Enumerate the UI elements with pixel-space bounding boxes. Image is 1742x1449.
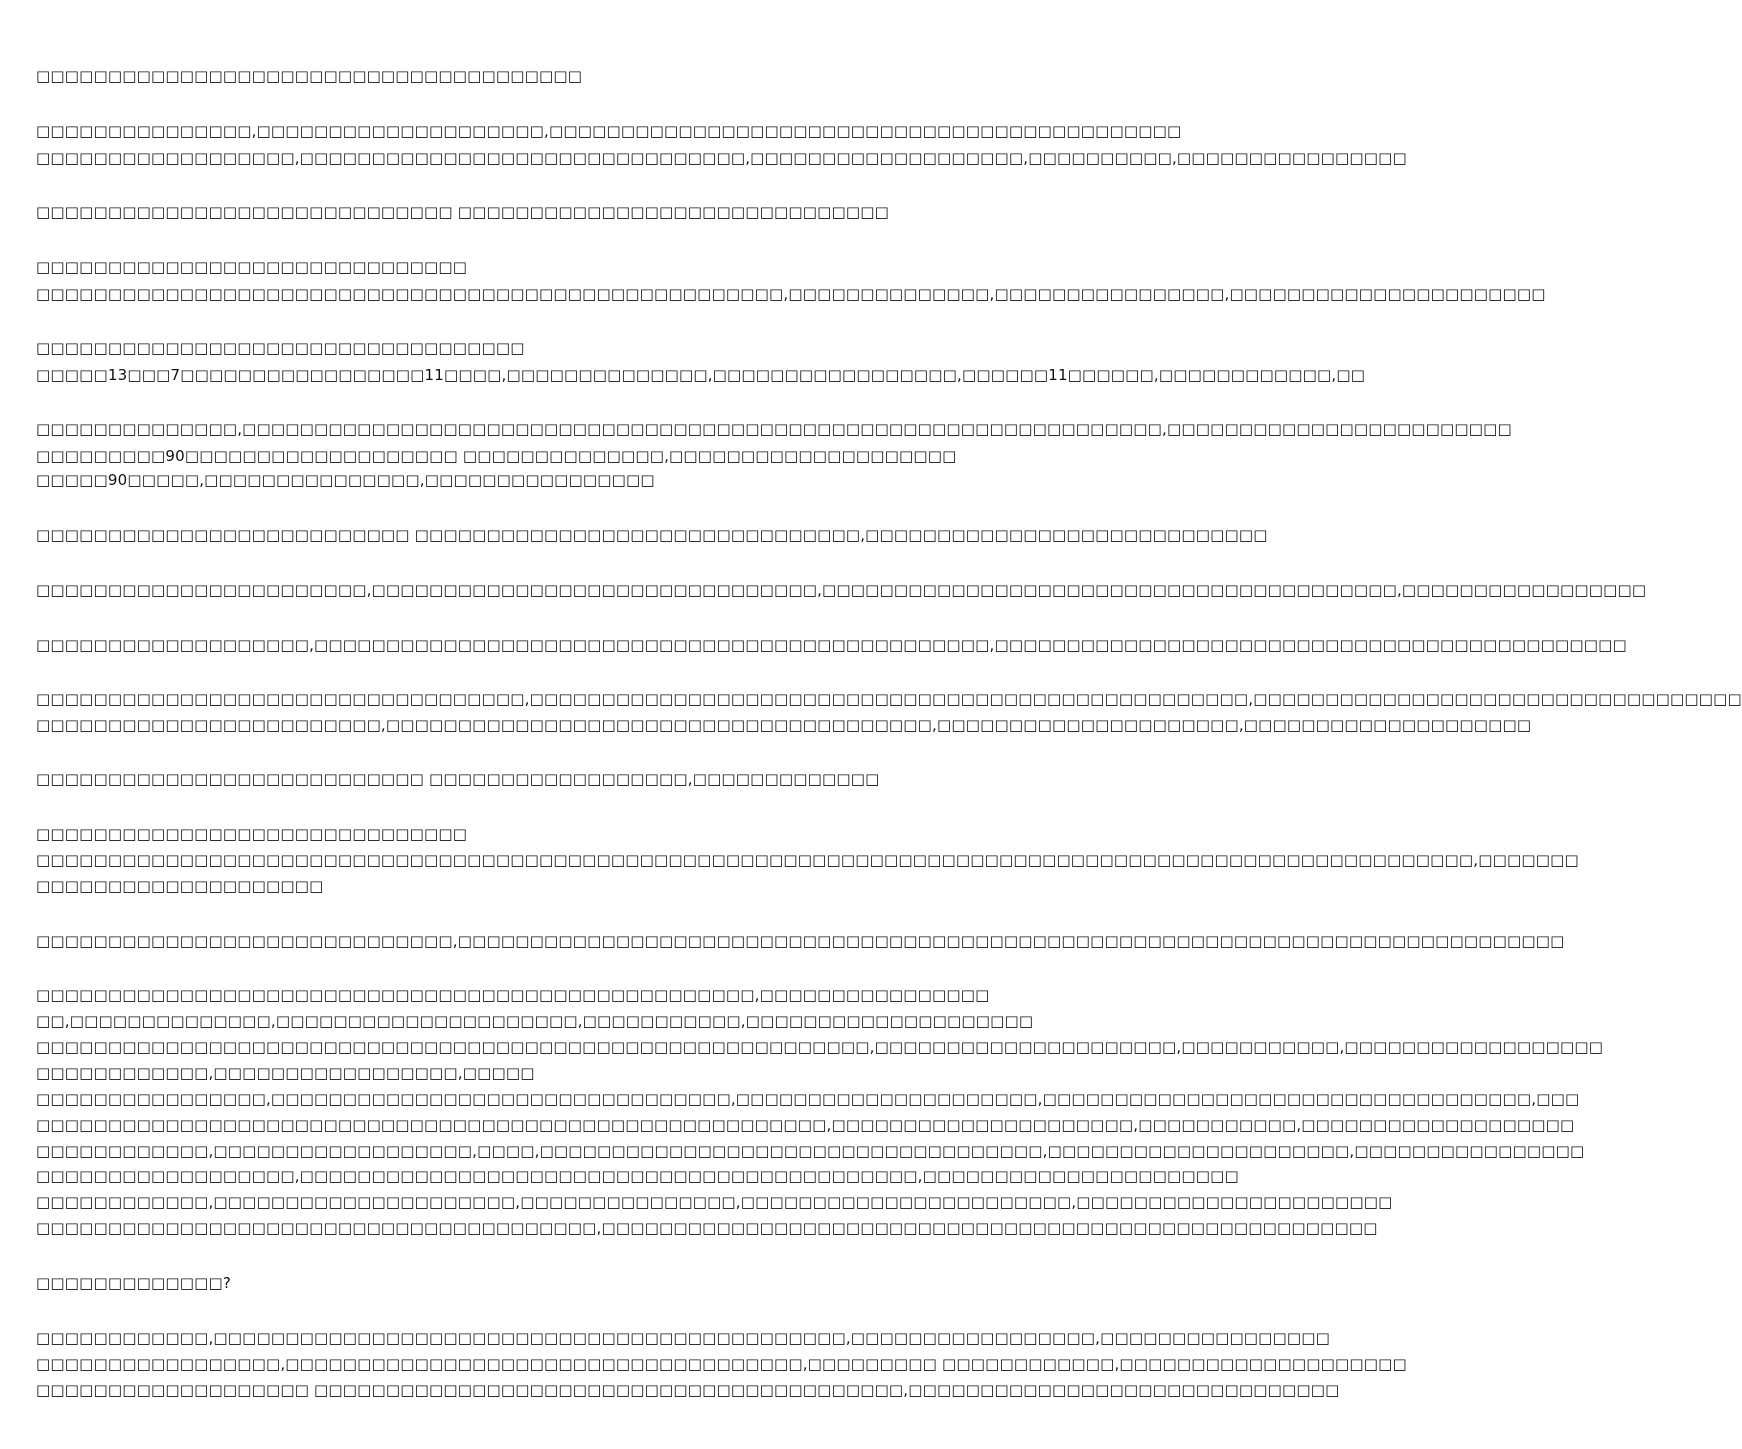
- paragraph-line: □□□□□□□□□□□□□□□□□□□□□□□□□□ □□□□□□□□□□□□□□□□□□□□□□□□□□□□□□□,□□□□□□□□□□□□□□□□□□□□□□□□□□□□: [36, 526, 1268, 544]
- paragraph-line: □□□□□□□□□□□□□□□□□□□□□□□□,□□□□□□□□□□□□□□□□□□□□□□□□□□□□□□□□□□□□□□,□□□□□□□□□□□□□□□□□□□□□,□□□□□□□□□□□□□□□□□□□□: [36, 716, 1532, 734]
- paragraph-line: □□,□□□□□□□□□□□□□□,□□□□□□□□□□□□□□□□□□□□□,□□□□□□□□□□□,□□□□□□□□□□□□□□□□□□□□: [36, 1012, 1034, 1030]
- paragraph-line: □□□□□□□□□□□□□□□□□,□□□□□□□□□□□□□□□□□□□□□□□□□□□□□□□□□□□□,□□□□□□□□□ □□□□□□□□□□□□,□□□□□□□□□□□□□□□□□□□□: [36, 1355, 1407, 1373]
- paragraph-line: □□□□□□□□□□□□□□□□□□□□□□□□□□□□□□□□□□□□□□□,□□□□□□□□□□□□□□□□□□□□□□□□□□□□□□□□□□□□□□□□□□□□□□□□□□□□□□: [36, 1219, 1378, 1237]
- paragraph-line: □□□□□□□□□□□□□□□□□□□□□□□□□□□ □□□□□□□□□□□□□□□□□□,□□□□□□□□□□□□□: [36, 770, 880, 788]
- paragraph-line: □□□□□□□□□□□□□□□□□□□,□□□□□□□□□□□□□□□□□□□□□□□□□□□□□□□□□□□□□□□□□□□□□□□,□□□□□□□□□□□□□□□□□□□□□□□□□□□□□□□□□□□□□□□□□□□□: [36, 636, 1627, 654]
- paragraph-line: □□□□□□□□□□□□□□□□□□□ □□□□□□□□□□□□□□□□□□□□□□□□□□□□□□□□□□□□□□□□□,□□□□□□□□□□□□□□□□□□□□□□□□□□□□□□: [36, 1381, 1340, 1399]
- paragraph-line: □□□□□□□□□□□□□□□□□□,□□□□□□□□□□□□□□□□□□□□□□□□□□□□□□□,□□□□□□□□□□□□□□□□□□□,□□□□□□□□□□,□□□□□□□□□□□□□□□□: [36, 149, 1407, 167]
- paragraph-line: □□□□□□□□□□□□,□□□□□□□□□□□□□□□□□□□□□□□□□□□□□□□□□□□□□□□□□□□□,□□□□□□□□□□□□□□□□□,□□□□□□□□□□□□□□□□: [36, 1329, 1331, 1347]
- paragraph-line: □□□□□□□□□□□□□□□□□□,□□□□□□□□□□□□□□□□□□□□□□□□□□□□□□□□□□□□□□□□□□□,□□□□□□□□□□□□□□□□□□□□□□: [36, 1167, 1239, 1185]
- paragraph-line: □□□□□□□□□□□□□□□□□□□□□□□□□□□□□□□□□□□□□□□□□□□□□□□□□□□□□□□□□□,□□□□□□□□□□□□□□□□□□□□□,□□□□□□□□□□□,□□□□□□□□□□□□□□□□□□: [36, 1038, 1604, 1056]
- paragraph-line: □□□□□□□□□□□□,□□□□□□□□□□□□□□□□□,□□□□□: [36, 1064, 535, 1082]
- paragraph-line: □□□□□□□□□□□□□□□□□□□□□□□□□□□□□□□□□□: [36, 339, 525, 357]
- paragraph-line: □□□□□90□□□□□,□□□□□□□□□□□□□□□,□□□□□□□□□□□□□□□□: [36, 471, 655, 489]
- paragraph-line: □□□□□□□□□□□□□□□□□□□□□□□□□□□□□,□□□□□□□□□□□□□□□□□□□□□□□□□□□□□□□□□□□□□□□□□□□□□□□□□□□□□□□□□□□□□□□□□□□□□□□□□□□□□: [36, 932, 1565, 950]
- paragraph-line: □□□□□□□□□□□□□□□,□□□□□□□□□□□□□□□□□□□□,□□□□□□□□□□□□□□□□□□□□□□□□□□□□□□□□□□□□□□□□□□□□: [36, 122, 1182, 140]
- paragraph-line: □□□□□□□□□□□□□?: [36, 1274, 232, 1292]
- paragraph-line: □□□□□□□□□□□□□□□□,□□□□□□□□□□□□□□□□□□□□□□□□□□□□□□□□,□□□□□□□□□□□□□□□□□□□□□,□□□□□□□□□□□□□□□□□□□□□□□□□□□□□□□□□□,□□□: [36, 1090, 1580, 1108]
- paragraph-line: □□□□□□□□□90□□□□□□□□□□□□□□□□□□□ □□□□□□□□□□□□□□,□□□□□□□□□□□□□□□□□□□□: [36, 447, 957, 465]
- paragraph-line: □□□□□□□□□□□□□□□□□□□□□□□□□□□□□□: [36, 825, 468, 843]
- paragraph-line: □□□□□□□□□□□□□□□□□□□□□□□□□□□□□□□□□□□□□□□□□□□□□□□□□□□□,□□□□□□□□□□□□□□,□□□□□□□□□□□□□□□□,□□□□□□□□□□□□□□□□□□□□□□: [36, 285, 1546, 303]
- paragraph-line: □□□□□□□□□□□□□□□□□□□□□□□□□□□□□□□□□□□□□□□□□□□□□□□□□□□□□□□,□□□□□□□□□□□□□□□□□□□□□,□□□□□□□□□□□,□□□□□□□□□□□□□□□□□□□: [36, 1116, 1575, 1134]
- paragraph-line: □□□□□□□□□□□□□□□□□□□□□□□□□□□□□□□□□□□□□□□□□□□□□□□□□□,□□□□□□□□□□□□□□□□: [36, 986, 990, 1004]
- paragraph-line: □□□□□□□□□□□□,□□□□□□□□□□□□□□□□□□□□□,□□□□□□□□□□□□□□□,□□□□□□□□□□□□□□□□□□□□□□□,□□□□□□□□□□□□□□□□□□□□□□: [36, 1193, 1393, 1211]
- paragraph-line: □□□□□□□□□□□□□□□□□□□□: [36, 877, 324, 895]
- paragraph-line: □□□□□13□□□7□□□□□□□□□□□□□□□□□11□□□□,□□□□□□□□□□□□□□,□□□□□□□□□□□□□□□□□,□□□□□□11□□□□□□,□□□□□□□□□□□□,□□: [36, 366, 1366, 384]
- paragraph-line: □□□□□□□□□□□□□□□□□□□□□□□□□□□□□□□□□□□□□□: [36, 67, 583, 85]
- paragraph-line: □□□□□□□□□□□□□□,□□□□□□□□□□□□□□□□□□□□□□□□□□□□□□□□□□□□□□□□□□□□□□□□□□□□□□□□□□□□□□□□,□□□□□□□□□□□□□□□□□□□□□□□□: [36, 420, 1512, 438]
- paragraph-line: □□□□□□□□□□□□□□□□□□□□□□□,□□□□□□□□□□□□□□□□□□□□□□□□□□□□□□□,□□□□□□□□□□□□□□□□□□□□□□□□□□□□□□□□□□□□□□□□,□□□□□□□□□□□□□□□□□: [36, 581, 1647, 599]
- paragraph-line: □□□□□□□□□□□□□□□□□□□□□□□□□□□□□□□□□□□□□□□□□□□□□□□□□□□□□□□□□□□□□□□□□□□□□□□□□□□□□□□□□□□□□□□□□□□□□□□□□□□□,□□□□□□□: [36, 851, 1579, 869]
- paragraph-line: □□□□□□□□□□□□□□□□□□□□□□□□□□□□□□: [36, 258, 468, 276]
- paragraph-line: □□□□□□□□□□□□,□□□□□□□□□□□□□□□□□□,□□□□,□□□□□□□□□□□□□□□□□□□□□□□□□□□□□□□□□□□,□□□□□□□□□□□□□□□□□□□□□,□□□□□□□□□□□□□□□□: [36, 1142, 1585, 1160]
- paragraph-line: □□□□□□□□□□□□□□□□□□□□□□□□□□□□□ □□□□□□□□□□□□□□□□□□□□□□□□□□□□□□: [36, 203, 889, 221]
- paragraph-line: □□□□□□□□□□□□□□□□□□□□□□□□□□□□□□□□□□,□□□□□□□□□□□□□□□□□□□□□□□□□□□□□□□□□□□□□□□□□□□□□□□□□□,□□□□□□□□□□□□□□□□□□□□□□□□□□□□□□□□□□: [36, 690, 1742, 708]
